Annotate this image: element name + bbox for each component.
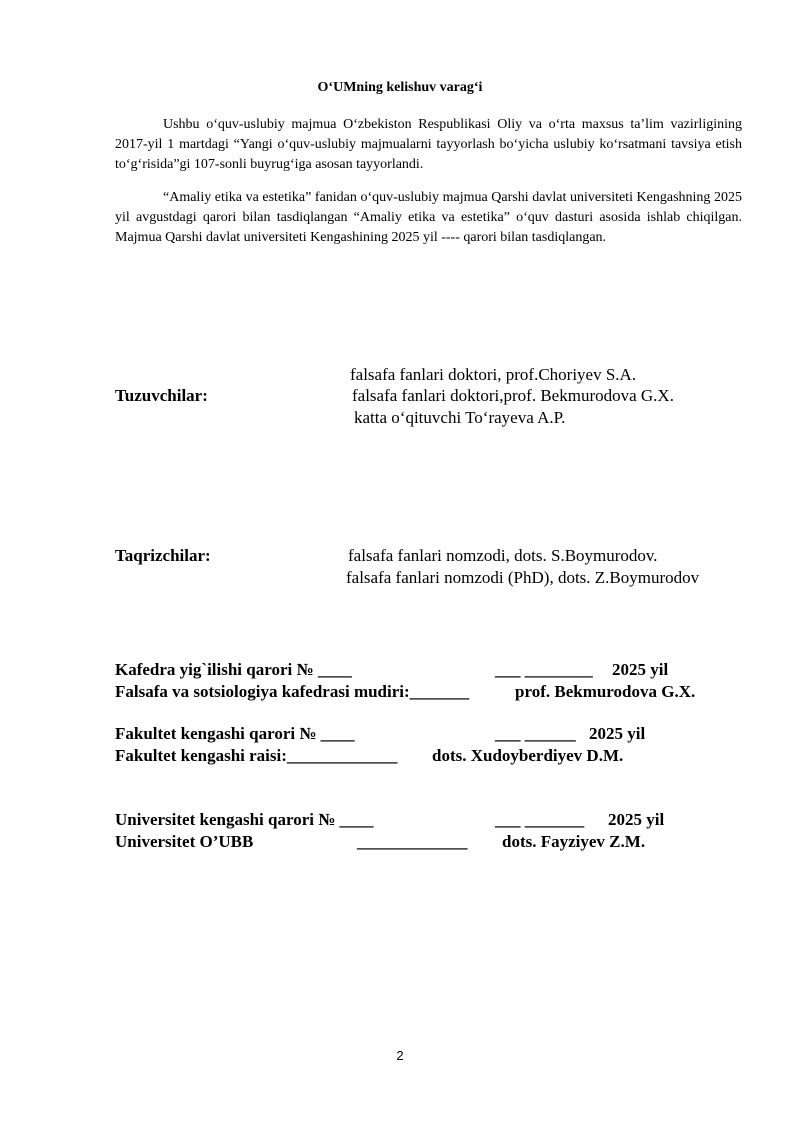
author-bekmurodova: falsafa fanlari doktori,prof. Bekmurodova G.X. [352, 386, 674, 405]
course-paragraph: “Amaliy etika va estetika” fanidan o‘quv-uslubiy majmua Qarshi davlat universiteti Kengashning 2025 yil avgustdagi qarori bilan tasdiqlangan “Amaliy etika va estetika” o‘quv dasturi asosida ishlab chiqilgan. Majmua Qarshi davlat universiteti Kengashining 2025 yil ---- qarori bilan tasdiqlangan. [115, 190, 742, 245]
authors-label: Tuzuvchilar: [115, 386, 208, 405]
page-title: O‘UMning kelishuv varag‘i [317, 80, 483, 95]
author-choriyev: falsafa fanlari doktori, prof.Choriyev S.A. [350, 365, 637, 384]
author-torayeva: katta o‘qituvchi To‘rayeva A.P. [354, 408, 566, 427]
university-oubb-name: dots. Fayziyev Z.M. [502, 832, 646, 851]
faculty-chair-name: dots. Xudoyberdiyev D.M. [432, 746, 624, 765]
faculty-chair-label: Fakultet kengashi raisi:_____________ [115, 746, 398, 765]
reviewers-label: Taqrizchilar: [115, 546, 211, 565]
intro-paragraph: Ushbu o‘quv-uslubiy majmua O‘zbekiston Respublikasi Oliy va o‘rta maxsus ta’lim vazirligining 2017-yil 1 martdagi “Yangi o‘quv-uslubiy majmualarni tayyorlash bo‘yicha uslubiy ko‘rsatmani tavsiya etish to‘g‘risida”gi 107-sonli buyrug‘iga asosan tayyorlandi. [115, 117, 742, 172]
university-decision-year: 2025 yil [608, 810, 665, 829]
university-oubb-signature-line: _____________ [357, 832, 468, 851]
university-oubb-label: Universitet O’UBB [115, 832, 254, 851]
university-decision-date-blanks: ___ _______ [495, 810, 585, 829]
reviewer-z-boymurodov: falsafa fanlari nomzodi (PhD), dots. Z.Boymurodov [346, 568, 700, 587]
faculty-decision-year: 2025 yil [589, 724, 646, 743]
kafedra-decision-date-blanks: ___ ________ [495, 660, 593, 679]
kafedra-decision-year: 2025 yil [612, 660, 669, 679]
faculty-decision-label: Fakultet kengashi qarori № ____ [115, 724, 355, 743]
kafedra-head-name: prof. Bekmurodova G.X. [515, 682, 696, 701]
kafedra-head-label: Falsafa va sotsiologiya kafedrasi mudiri:_______ [115, 682, 470, 701]
page-number: 2 [396, 1048, 404, 1063]
university-decision-label: Universitet kengashi qarori № ____ [115, 810, 374, 829]
kafedra-decision-label: Kafedra yig`ilishi qarori № ____ [115, 660, 352, 679]
reviewer-s-boymurodov: falsafa fanlari nomzodi, dots. S.Boymurodov. [348, 546, 658, 565]
faculty-decision-date-blanks: ___ ______ [495, 724, 576, 743]
